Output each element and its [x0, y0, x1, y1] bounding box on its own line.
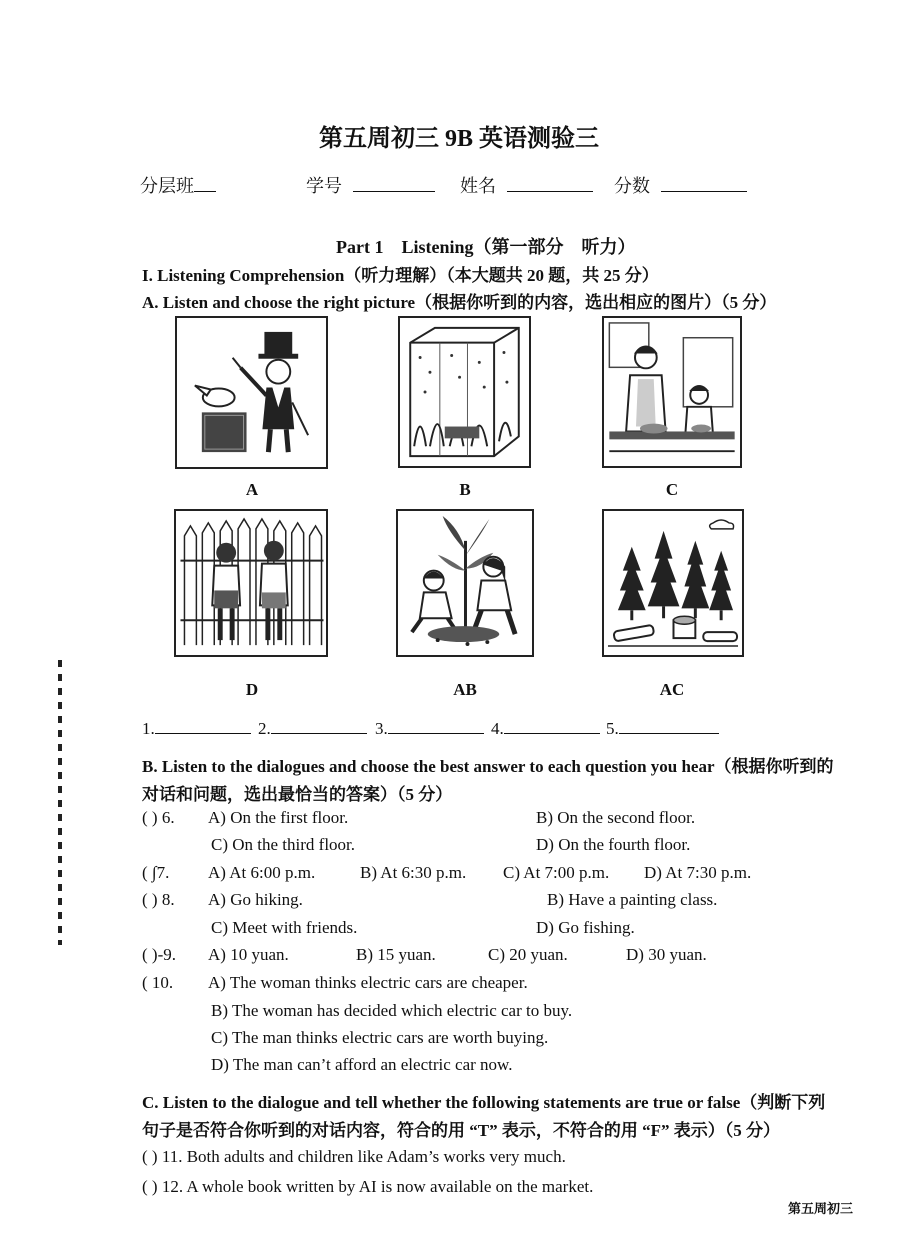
- q10-option-d: D) The man can’t afford an electric car now.: [211, 1055, 513, 1074]
- q7-bracket[interactable]: ( ∫7.: [142, 863, 170, 882]
- student-no-label: 学号: [306, 176, 342, 196]
- forest-stumps-icon: [604, 511, 742, 655]
- sectionB-heading-line2: 对话和问题，选出最恰当的答案）（5 分）: [142, 785, 453, 804]
- section1-heading: I. Listening Comprehension（听力理解）（本大题共 20 题，共 25 分）: [142, 266, 659, 285]
- magician-dove-icon: [177, 318, 326, 467]
- picture-b: [398, 316, 531, 468]
- class-field: [140, 172, 216, 198]
- answer-blank[interactable]: [155, 717, 251, 734]
- q9-option-d: D) 30 yuan.: [626, 945, 707, 964]
- binding-dashed-line: [58, 660, 62, 945]
- answer-5: 5.: [606, 717, 719, 739]
- q8-option-d: D) Go fishing.: [536, 918, 635, 937]
- picture-label: AC: [659, 680, 685, 699]
- q9-option-c: C) 20 yuan.: [488, 945, 568, 964]
- picture-c: [602, 316, 742, 468]
- name-field: [460, 172, 593, 198]
- q9-bracket[interactable]: ( )-9.: [142, 945, 176, 964]
- score-field: [614, 172, 747, 198]
- answer-1: 1.: [142, 717, 251, 739]
- q10-option-b: B) The woman has decided which electric car to buy.: [211, 1001, 573, 1020]
- q10-option-c: C) The man thinks electric cars are worth buying.: [211, 1028, 549, 1047]
- q6-option-d: D) On the fourth floor.: [536, 835, 691, 854]
- student-no-blank[interactable]: [353, 175, 435, 192]
- boys-fence-icon: [176, 511, 326, 655]
- picture-label: AB: [453, 680, 477, 699]
- answer-3: 3.: [375, 717, 484, 739]
- name-blank[interactable]: [507, 175, 593, 192]
- q7-option-a: A) At 6:00 p.m.: [208, 863, 316, 882]
- score-label: 分数: [614, 176, 650, 196]
- q7-option-d: D) At 7:30 p.m.: [644, 863, 752, 882]
- q11-statement[interactable]: ( ) 11. Both adults and children like Adam’s works very much.: [142, 1147, 566, 1166]
- picture-label: D: [245, 680, 259, 699]
- cooking-mother-child-icon: [604, 318, 740, 466]
- sectionB-heading-line1: B. Listen to the dialogues and choose the best answer to each question you hear（根据你听到的: [142, 757, 834, 776]
- q8-option-c: C) Meet with friends.: [211, 918, 358, 937]
- class-blank[interactable]: [194, 175, 216, 192]
- answer-blank[interactable]: [388, 717, 484, 734]
- girls-planting-tree-icon: [398, 511, 532, 655]
- q10-bracket[interactable]: ( 10.: [142, 973, 174, 992]
- greenhouse-icon: [400, 318, 529, 466]
- q6-bracket[interactable]: ( ) 6.: [142, 808, 175, 827]
- picture-ab: [396, 509, 534, 657]
- picture-ac: [602, 509, 744, 657]
- page-title: 第五周初三 9B 英语测验三: [318, 126, 599, 152]
- q7-option-b: B) At 6:30 p.m.: [360, 863, 467, 882]
- q6-option-c: C) On the third floor.: [211, 835, 356, 854]
- class-label: 分层班: [140, 176, 194, 196]
- q12-statement[interactable]: ( ) 12. A whole book written by AI is now available on the market.: [142, 1177, 594, 1196]
- q9-option-a: A) 10 yuan.: [208, 945, 289, 964]
- picture-d: [174, 509, 328, 657]
- page-footer: 第五周初三: [788, 1201, 854, 1216]
- q6-option-a: A) On the first floor.: [208, 808, 349, 827]
- picture-label: A: [245, 480, 259, 499]
- q6-option-b: B) On the second floor.: [536, 808, 696, 827]
- sectionA-heading: A. Listen and choose the right picture（根据你听到的内容，选出相应的图片）（5 分）: [142, 293, 777, 312]
- q8-option-a: A) Go hiking.: [208, 890, 303, 909]
- picture-label: C: [665, 480, 679, 499]
- answer-2: 2.: [258, 717, 367, 739]
- picture-a: [175, 316, 328, 469]
- name-label: 姓名: [460, 176, 496, 196]
- answer-blank[interactable]: [271, 717, 367, 734]
- picture-label: B: [459, 480, 471, 499]
- answer-blank[interactable]: [619, 717, 719, 734]
- q8-option-b: B) Have a painting class.: [547, 890, 718, 909]
- q10-option-a: A) The woman thinks electric cars are cheaper.: [208, 973, 528, 992]
- score-blank[interactable]: [661, 175, 747, 192]
- answer-4: 4.: [491, 717, 600, 739]
- sectionC-heading-line2: 句子是否符合你听到的对话内容，符合的用 “T” 表示，不符合的用 “F” 表示）（5 分）: [142, 1121, 780, 1140]
- part1-heading: Part 1 Listening（第一部分 听力）: [336, 237, 636, 257]
- answer-blank[interactable]: [504, 717, 600, 734]
- q7-option-c: C) At 7:00 p.m.: [503, 863, 610, 882]
- sectionC-heading-line1: C. Listen to the dialogue and tell whether the following statements are true or false（判断下列: [142, 1093, 826, 1112]
- student-no-field: [306, 172, 435, 198]
- q9-option-b: B) 15 yuan.: [356, 945, 436, 964]
- q8-bracket[interactable]: ( ) 8.: [142, 890, 175, 909]
